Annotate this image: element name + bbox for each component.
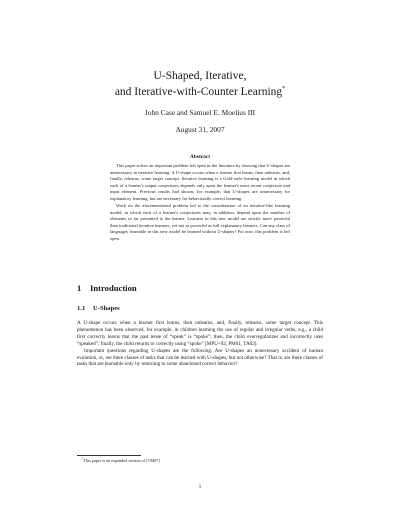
publication-date: August 31, 2007 xyxy=(175,125,225,134)
footnote-mark: * xyxy=(82,456,84,461)
paper-title xyxy=(0,68,400,100)
body-paragraph-1: A U-shape occurs when a learner first learns, then unlearns, and, finally, relearns, some target concept. This phenomenon has been observed, for example, in children learning the use of regular and irregular verbs, e.g., a child first correctly learns that the past tense of “speak” is “spoke”; then, the child overregularizes and incorrectly uses “speaked”; finally, the child returns to correctly using “spoke” [MPU+92, PM01, TA02]. xyxy=(77,320,323,347)
body-paragraph-2: Important questions regarding U-shapes are the following. Are U-shapes an unnecessary accident of human evolution, or, are there classes of tasks that can be learned with U-shapes, but not otherwise? That is, are there classes of tasks that are learnable only by returning to some abandoned correct behavior? xyxy=(77,347,323,368)
footnote xyxy=(82,458,161,464)
section-number: 1 xyxy=(77,283,82,293)
abstract-body xyxy=(110,163,290,242)
title-footnote-mark: * xyxy=(282,86,286,93)
title-line-2 xyxy=(0,84,400,100)
subsection-heading xyxy=(77,304,120,313)
page-number: 1 xyxy=(198,484,202,490)
subsection-title: U-Shapes xyxy=(93,305,120,312)
author-list: John Case and Samuel E. Moelius III xyxy=(144,108,256,117)
section-heading xyxy=(77,283,137,294)
abstract-heading: Abstract xyxy=(189,154,211,160)
abstract-paragraph-1: This paper solves an important problem left open in the literature by showing that U-shapes are unnecessary in iterative learning. A U-shape occurs when a learner first learns, then unlearns, and, finally, relearns, some target concept. Iterative learning is a Gold-style learning model in which each of a learner's output conjectures depends only upon the learner's most recent conjecture and input element. Previous results had shown, for example, that U-shapes are unnecessary for explanatory learning, but are necessary for behaviorally correct learning. xyxy=(110,163,290,201)
abstract-paragraph-2: Work on the aforementioned problem led to the consideration of an iterative-like learning model, in which each of a learner's conjectures may, in addition, depend upon the number of elements so far presented to the learner. Learners in this new model are strictly more powerful than traditional iterative learners, yet not as powerful as full explanatory learners. Can any class of languages learnable in this new model be learned without U-shapes? For now, this problem is left open. xyxy=(110,203,290,241)
footnote-text: This paper is an expanded version of [CM07]. xyxy=(83,458,161,463)
subsection-number: 1.1 xyxy=(77,305,86,312)
title-line-1: U-Shaped, Iterative, xyxy=(153,70,247,82)
title-line-2-text: and Iterative-with-Counter Learning xyxy=(114,86,283,98)
footnote-rule xyxy=(77,455,141,456)
body-text xyxy=(77,320,323,368)
section-title: Introduction xyxy=(90,283,137,293)
